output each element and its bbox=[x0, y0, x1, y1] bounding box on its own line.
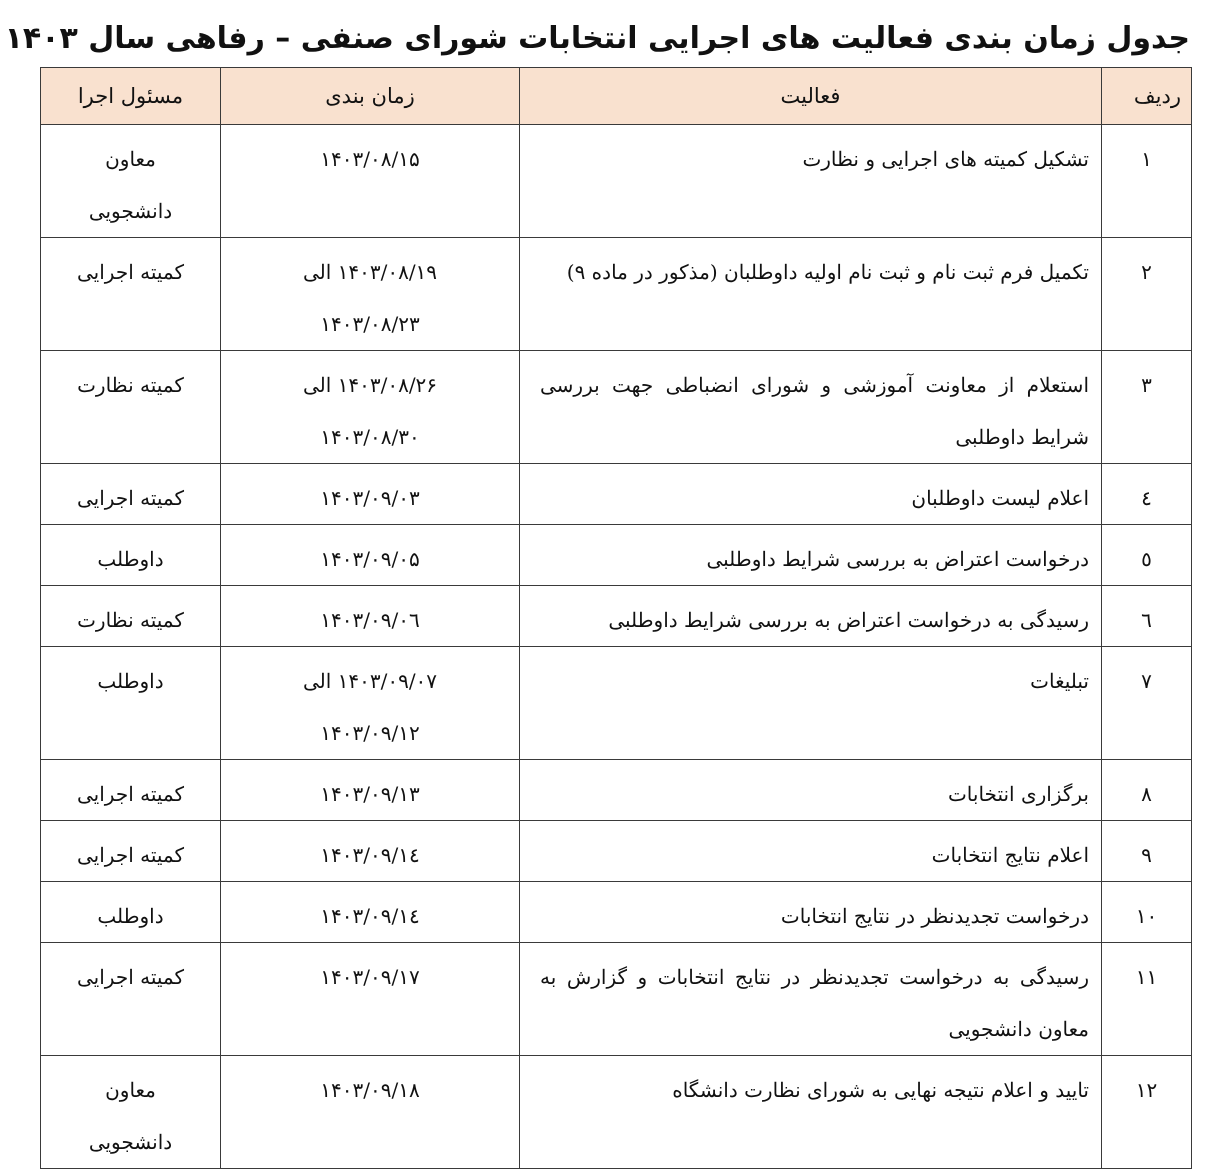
responsible-line: کمیته نظارت bbox=[77, 373, 184, 397]
row-responsible bbox=[41, 464, 221, 525]
schedule-line: ۱۴۰۳/۰۸/۲۶ الی bbox=[302, 373, 438, 397]
row-activity: رسیدگی به درخواست تجدیدنظر در نتایج انتخابات و گزارش به معاون دانشجویی bbox=[520, 943, 1102, 1056]
row-schedule bbox=[221, 586, 520, 647]
responsible-line: کمیته اجرایی bbox=[77, 782, 184, 806]
row-number: ۱ bbox=[1102, 125, 1192, 238]
table-row bbox=[41, 882, 1192, 943]
row-activity: تایید و اعلام نتیجه نهایی به شورای نظارت دانشگاه bbox=[520, 1056, 1102, 1169]
schedule-table bbox=[40, 67, 1192, 1169]
schedule-line: ۱۴۰۳/۰۹/۱۷ bbox=[320, 965, 420, 989]
row-schedule bbox=[221, 238, 520, 351]
header-responsible: مسئول اجرا bbox=[41, 68, 221, 125]
schedule-line: ۱۴۰۳/۰۹/۱٤ bbox=[320, 843, 420, 867]
row-number: ٤ bbox=[1102, 464, 1192, 525]
schedule-line: ۱۴۰۳/۰۹/۱٤ bbox=[320, 904, 420, 928]
schedule-line: ۱۴۰۳/۰۹/۰۵ bbox=[320, 547, 420, 571]
schedule-line: ۱۴۰۳/۰۹/۰۳ bbox=[320, 486, 420, 510]
responsible-line: کمیته اجرایی bbox=[77, 965, 184, 989]
row-activity: اعلام لیست داوطلبان bbox=[520, 464, 1102, 525]
responsible-line: کمیته اجرایی bbox=[77, 843, 184, 867]
row-number: ۹ bbox=[1102, 821, 1192, 882]
row-schedule bbox=[221, 760, 520, 821]
header-number: ردیف bbox=[1102, 68, 1192, 125]
table-row bbox=[41, 125, 1192, 238]
table-row bbox=[41, 525, 1192, 586]
row-activity: تکمیل فرم ثبت نام و ثبت نام اولیه داوطلبان (مذکور در ماده ۹) bbox=[520, 238, 1102, 351]
row-activity: تبلیغات bbox=[520, 647, 1102, 760]
row-number: ۸ bbox=[1102, 760, 1192, 821]
row-responsible bbox=[41, 525, 221, 586]
row-schedule bbox=[221, 882, 520, 943]
row-responsible bbox=[41, 943, 221, 1056]
responsible-line: داوطلب bbox=[97, 547, 164, 571]
table-row bbox=[41, 351, 1192, 464]
row-number: ۳ bbox=[1102, 351, 1192, 464]
row-number: ٦ bbox=[1102, 586, 1192, 647]
schedule-line: ۱۴۰۳/۰۹/۰٦ bbox=[320, 608, 420, 632]
row-schedule bbox=[221, 943, 520, 1056]
row-schedule bbox=[221, 464, 520, 525]
row-activity: درخواست تجدیدنظر در نتایج انتخابات bbox=[520, 882, 1102, 943]
responsible-line: معاون bbox=[105, 1078, 156, 1102]
row-schedule bbox=[221, 125, 520, 238]
row-number: ٥ bbox=[1102, 525, 1192, 586]
row-activity: رسیدگی به درخواست اعتراض به بررسی شرایط داوطلبی bbox=[520, 586, 1102, 647]
schedule-line: ۱۴۰۳/۰۹/۰۷ الی bbox=[302, 669, 438, 693]
row-responsible bbox=[41, 351, 221, 464]
table-row bbox=[41, 647, 1192, 760]
row-activity: برگزاری انتخابات bbox=[520, 760, 1102, 821]
row-number: ۱۰ bbox=[1102, 882, 1192, 943]
row-schedule bbox=[221, 1056, 520, 1169]
row-activity: تشکیل کمیته های اجرایی و نظارت bbox=[520, 125, 1102, 238]
document-title: جدول زمان بندی فعالیت های اجرایی انتخابات شورای صنفی – رفاهی سال ۱۴۰۳ bbox=[4, 21, 1190, 56]
row-responsible bbox=[41, 760, 221, 821]
schedule-line: ۱۴۰۳/۰۹/۱۲ bbox=[320, 721, 420, 745]
row-responsible bbox=[41, 647, 221, 760]
header-schedule: زمان بندی bbox=[221, 68, 520, 125]
schedule-line: ۱۴۰۳/۰۹/۱۳ bbox=[320, 782, 420, 806]
row-responsible bbox=[41, 882, 221, 943]
table-row bbox=[41, 586, 1192, 647]
row-schedule bbox=[221, 647, 520, 760]
row-schedule bbox=[221, 351, 520, 464]
schedule-line: ۱۴۰۳/۰۸/۱۹ الی bbox=[302, 260, 438, 284]
row-activity: درخواست اعتراض به بررسی شرایط داوطلبی bbox=[520, 525, 1102, 586]
table-row bbox=[41, 760, 1192, 821]
row-number: ۲ bbox=[1102, 238, 1192, 351]
table-row bbox=[41, 464, 1192, 525]
row-schedule bbox=[221, 525, 520, 586]
table-header-row bbox=[41, 68, 1192, 125]
responsible-line: دانشجویی bbox=[88, 1130, 173, 1154]
responsible-line: کمیته اجرایی bbox=[77, 260, 184, 284]
row-activity: اعلام نتایج انتخابات bbox=[520, 821, 1102, 882]
row-responsible bbox=[41, 125, 221, 238]
row-responsible bbox=[41, 238, 221, 351]
row-number: ۱۱ bbox=[1102, 943, 1192, 1056]
row-responsible bbox=[41, 1056, 221, 1169]
table-row bbox=[41, 238, 1192, 351]
responsible-line: کمیته نظارت bbox=[77, 608, 184, 632]
row-number: ۷ bbox=[1102, 647, 1192, 760]
responsible-line: کمیته اجرایی bbox=[77, 486, 184, 510]
table-row bbox=[41, 943, 1192, 1056]
schedule-line: ۱۴۰۳/۰۸/۳۰ bbox=[320, 425, 420, 449]
row-number: ۱۲ bbox=[1102, 1056, 1192, 1169]
schedule-line: ۱۴۰۳/۰۸/۲۳ bbox=[320, 312, 420, 336]
responsible-line: داوطلب bbox=[97, 669, 164, 693]
responsible-line: داوطلب bbox=[97, 904, 164, 928]
responsible-line: دانشجویی bbox=[88, 199, 173, 223]
row-responsible bbox=[41, 821, 221, 882]
table-row bbox=[41, 1056, 1192, 1169]
row-responsible bbox=[41, 586, 221, 647]
schedule-line: ۱۴۰۳/۰۹/۱۸ bbox=[320, 1078, 420, 1102]
row-activity: استعلام از معاونت آموزشی و شورای انضباطی جهت بررسی شرایط داوطلبی bbox=[520, 351, 1102, 464]
row-schedule bbox=[221, 821, 520, 882]
responsible-line: معاون bbox=[105, 147, 156, 171]
schedule-line: ۱۴۰۳/۰۸/۱۵ bbox=[320, 147, 420, 171]
header-activity: فعالیت bbox=[520, 68, 1102, 125]
table-row bbox=[41, 821, 1192, 882]
